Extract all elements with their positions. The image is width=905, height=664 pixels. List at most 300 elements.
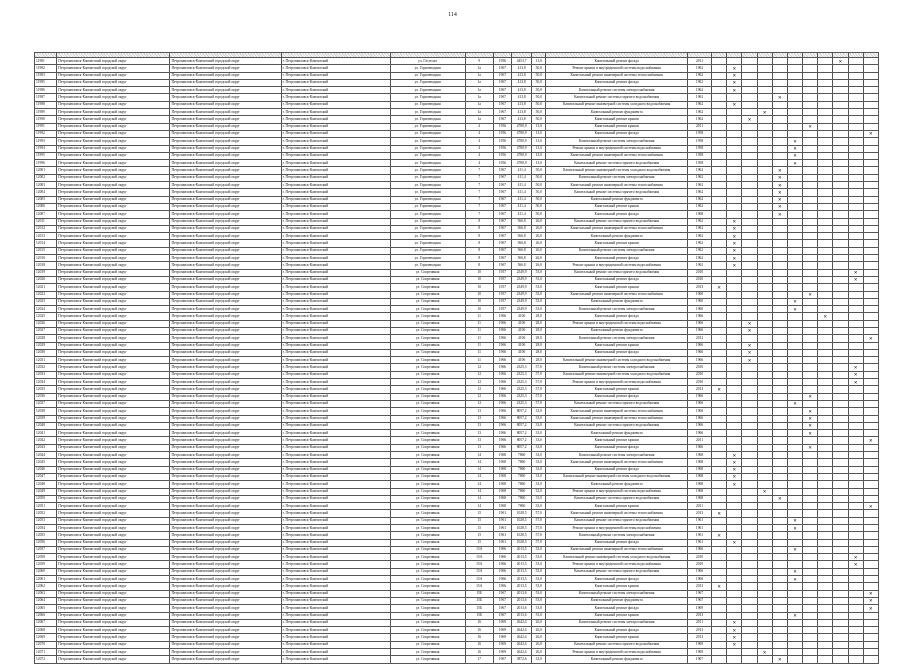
wear-cell: 26,0	[532, 255, 546, 262]
municipality-cell: Петропавловск-Камчатский городской округ	[170, 459, 281, 466]
mark-cell	[803, 539, 818, 546]
settlement-cell: г. Петропавловск-Камчатский	[281, 452, 390, 459]
year-cell: 1967	[493, 79, 511, 86]
mark-cell	[833, 123, 848, 130]
mark-cell	[803, 546, 818, 553]
x-mark-icon: ✕	[727, 218, 742, 225]
mark-cell	[803, 203, 818, 210]
year-cell: 1966	[493, 568, 511, 575]
mark-cell	[818, 225, 833, 232]
row-id: 12056	[35, 539, 57, 546]
settlement-cell: г. Петропавловск-Камчатский	[281, 371, 390, 378]
municipality-cell: Петропавловск-Камчатский городской округ	[57, 364, 170, 371]
area-cell: 566,8	[512, 218, 532, 225]
row-id: 12014	[35, 240, 57, 247]
mark-cell	[863, 174, 878, 181]
x-mark-icon: ✕	[757, 649, 772, 656]
term-cell: 1968	[687, 495, 711, 502]
mark-cell	[863, 167, 878, 174]
area-cell: 7860	[512, 473, 532, 480]
mark-cell	[833, 94, 848, 101]
mark-cell	[712, 335, 727, 342]
street-cell: ул. Спортивная	[390, 415, 465, 422]
work-type-cell: Капитальный ремонт крыши	[546, 240, 688, 247]
mark-cell	[757, 408, 772, 415]
area-cell: 2013,5	[512, 583, 532, 590]
row-id: 12062	[35, 583, 57, 590]
mark-cell	[818, 130, 833, 137]
mark-cell	[772, 525, 787, 532]
settlement-cell: г. Петропавловск-Камчатский	[281, 225, 390, 232]
year-cell: 1967	[493, 72, 511, 79]
street-cell: ул. Горячеводная	[390, 174, 465, 181]
street-cell: ул. Спортивная	[390, 605, 465, 612]
work-type-cell: Капитальный ремонт системы горячего водоснабжения	[546, 218, 688, 225]
mark-cell	[833, 510, 848, 517]
wear-cell: 33,0	[532, 466, 546, 473]
term-cell: 2010	[687, 379, 711, 386]
year-cell: 1967	[493, 225, 511, 232]
mark-cell	[833, 437, 848, 444]
x-mark-icon: ✕	[863, 437, 878, 444]
house-cell: 13	[465, 422, 493, 429]
mark-cell	[712, 422, 727, 429]
municipality-cell: Петропавловск-Камчатский городской округ	[57, 225, 170, 232]
work-type-cell: Ремонт крыши и внутридомовой системы водоснабжения	[546, 525, 688, 532]
house-cell: 15А	[465, 576, 493, 583]
municipality-cell: Петропавловск-Камчатский городской округ	[57, 189, 170, 196]
mark-cell	[712, 546, 727, 553]
mark-cell	[757, 459, 772, 466]
house-cell: 11	[465, 342, 493, 349]
municipality-cell: Петропавловск-Камчатский городской округ	[57, 590, 170, 597]
settlement-cell: г. Петропавловск-Камчатский	[281, 605, 390, 612]
term-cell: 1961	[687, 525, 711, 532]
mark-cell	[712, 58, 727, 65]
mark-cell	[803, 554, 818, 561]
municipality-cell: Петропавловск-Камчатский городской округ	[57, 393, 170, 400]
municipality-cell: Петропавловск-Камчатский городской округ	[170, 415, 281, 422]
municipality-cell: Петропавловск-Камчатский городской округ	[170, 138, 281, 145]
wear-cell: 53,0	[532, 576, 546, 583]
settlement-cell: г. Петропавловск-Камчатский	[281, 649, 390, 656]
street-cell: ул. Спортивная	[390, 517, 465, 524]
house-cell: 1а	[465, 101, 493, 108]
wear-cell: 53,0	[532, 583, 546, 590]
municipality-cell: Петропавловск-Камчатский городской округ	[170, 612, 281, 619]
table-row	[35, 627, 879, 634]
municipality-cell: Петропавловск-Камчатский городской округ	[170, 130, 281, 137]
municipality-cell: Петропавловск-Камчатский городской округ	[57, 503, 170, 510]
municipality-cell: Петропавловск-Камчатский городской округ	[57, 255, 170, 262]
mark-cell	[787, 233, 802, 240]
mark-cell	[818, 408, 833, 415]
house-cell: 1а	[465, 87, 493, 94]
mark-cell	[818, 393, 833, 400]
work-type-cell: Капитальный ремонт системы горячего водоснабжения	[546, 189, 688, 196]
x-mark-icon: ✕	[727, 452, 742, 459]
wear-cell: 50,0	[532, 203, 546, 210]
x-mark-icon: ✕	[803, 422, 818, 429]
mark-cell	[863, 138, 878, 145]
term-cell: 1969	[687, 641, 711, 648]
mark-cell	[727, 554, 742, 561]
mark-cell	[772, 400, 787, 407]
street-cell: ул. Спортивная	[390, 430, 465, 437]
mark-cell	[818, 269, 833, 276]
table-row	[35, 160, 879, 167]
mark-cell	[787, 393, 802, 400]
mark-cell	[727, 605, 742, 612]
mark-cell	[757, 430, 772, 437]
mark-cell	[787, 634, 802, 641]
street-cell: ул. Горячеводная	[390, 211, 465, 218]
mark-cell	[848, 444, 863, 451]
mark-cell	[833, 627, 848, 634]
table-row	[35, 152, 879, 159]
mark-cell	[757, 364, 772, 371]
street-cell: ул. Спортивная	[390, 619, 465, 626]
mark-cell	[772, 138, 787, 145]
area-cell: 2325,3	[512, 364, 532, 371]
settlement-cell: г. Петропавловск-Камчатский	[281, 379, 390, 386]
term-cell: 2013	[687, 612, 711, 619]
mark-cell	[818, 649, 833, 656]
area-cell: 566,8	[512, 225, 532, 232]
mark-cell	[848, 109, 863, 116]
row-id: 12053	[35, 517, 57, 524]
table-row	[35, 101, 879, 108]
work-type-cell: Капитальный ремонт системы электроснабжения	[546, 364, 688, 371]
house-cell: 10	[465, 284, 493, 291]
x-mark-icon: ✕	[772, 94, 787, 101]
table-row	[35, 313, 879, 320]
municipality-cell: Петропавловск-Камчатский городской округ	[57, 400, 170, 407]
mark-cell	[772, 415, 787, 422]
area-cell: 411,4	[512, 167, 532, 174]
table-row	[35, 422, 879, 429]
table-row	[35, 583, 879, 590]
house-cell: 15	[465, 525, 493, 532]
mark-cell	[712, 481, 727, 488]
mark-cell	[772, 269, 787, 276]
wear-cell: 50,0	[532, 182, 546, 189]
area-cell: 2325,3	[512, 393, 532, 400]
work-type-cell: Капитальный ремонт системы электроснабжения	[546, 306, 688, 313]
year-cell: 1967	[493, 196, 511, 203]
work-type-cell: Капитальный ремонт крыши	[546, 342, 688, 349]
x-mark-icon: ✕	[848, 364, 863, 371]
x-mark-icon: ✕	[787, 525, 802, 532]
municipality-cell: Петропавловск-Камчатский городской округ	[170, 510, 281, 517]
settlement-cell: г. Петропавловск-Камчатский	[281, 298, 390, 305]
term-cell: 1966	[687, 357, 711, 364]
mark-cell	[848, 233, 863, 240]
mark-cell	[712, 605, 727, 612]
municipality-cell: Петропавловск-Камчатский городской округ	[170, 576, 281, 583]
x-mark-icon: ✕	[727, 65, 742, 72]
house-cell: 8	[465, 240, 493, 247]
mark-cell	[727, 612, 742, 619]
area-cell: 1028,5	[512, 525, 532, 532]
settlement-cell: г. Петропавловск-Камчатский	[281, 393, 390, 400]
mark-cell	[757, 386, 772, 393]
mark-cell	[742, 656, 757, 663]
term-cell: 1960	[687, 291, 711, 298]
table-row	[35, 269, 879, 276]
work-type-cell: Капитальный ремонт системы горячего водоснабжения	[546, 400, 688, 407]
table-row	[35, 364, 879, 371]
mark-cell	[727, 532, 742, 539]
mark-cell	[787, 656, 802, 663]
house-cell: 11	[465, 357, 493, 364]
row-id: 12070	[35, 641, 57, 648]
mark-cell	[712, 79, 727, 86]
work-type-cell: Капитальный ремонт крыши	[546, 203, 688, 210]
wear-cell: 57,0	[532, 386, 546, 393]
table-row	[35, 444, 879, 451]
wear-cell: 57,0	[532, 532, 546, 539]
term-cell: 1966	[687, 349, 711, 356]
mark-cell	[818, 641, 833, 648]
mark-cell	[863, 269, 878, 276]
mark-cell	[727, 656, 742, 663]
mark-cell	[727, 393, 742, 400]
mark-cell	[742, 196, 757, 203]
term-cell: 1962	[687, 233, 711, 240]
mark-cell	[833, 488, 848, 495]
mark-cell	[772, 357, 787, 364]
mark-cell	[712, 262, 727, 269]
mark-cell	[757, 145, 772, 152]
mark-cell	[787, 415, 802, 422]
mark-cell	[848, 72, 863, 79]
settlement-cell: г. Петропавловск-Камчатский	[281, 612, 390, 619]
house-cell: 13	[465, 437, 493, 444]
mark-cell	[742, 612, 757, 619]
mark-cell	[712, 554, 727, 561]
municipality-cell: Петропавловск-Камчатский городской округ	[170, 473, 281, 480]
work-type-cell: Капитальный ремонт системы горячего водоснабжения	[546, 94, 688, 101]
row-id: 12050	[35, 495, 57, 502]
mark-cell	[863, 211, 878, 218]
mark-cell	[803, 481, 818, 488]
area-cell: 1028,5	[512, 517, 532, 524]
table-row	[35, 306, 879, 313]
mark-cell	[712, 65, 727, 72]
mark-cell	[787, 101, 802, 108]
mark-cell	[712, 612, 727, 619]
mark-cell	[772, 218, 787, 225]
mark-cell	[787, 327, 802, 334]
wear-cell: 28,0	[532, 320, 546, 327]
mark-cell	[727, 174, 742, 181]
mark-cell	[803, 459, 818, 466]
municipality-cell: Петропавловск-Камчатский городской округ	[170, 444, 281, 451]
wear-cell: 26,0	[532, 233, 546, 240]
mark-cell	[863, 400, 878, 407]
term-cell: 1968	[687, 211, 711, 218]
municipality-cell: Петропавловск-Камчатский городской округ	[170, 79, 281, 86]
mark-cell	[787, 276, 802, 283]
mark-cell	[818, 65, 833, 72]
mark-cell	[833, 276, 848, 283]
house-cell: 15Б	[465, 612, 493, 619]
work-type-cell: Капитальный ремонт фасада	[546, 605, 688, 612]
settlement-cell: г. Петропавловск-Камчатский	[281, 320, 390, 327]
table-row	[35, 130, 879, 137]
mark-cell	[863, 568, 878, 575]
year-cell: 1956	[493, 145, 511, 152]
x-mark-icon: ✕	[742, 342, 757, 349]
area-cell: 2349,9	[512, 269, 532, 276]
mark-cell	[712, 101, 727, 108]
mark-cell	[727, 167, 742, 174]
municipality-cell: Петропавловск-Камчатский городской округ	[170, 240, 281, 247]
year-cell: 1967	[493, 262, 511, 269]
x-mark-icon: ✕	[772, 167, 787, 174]
year-cell: 1969	[493, 627, 511, 634]
term-cell: 1962	[687, 240, 711, 247]
term-cell: 1962	[687, 174, 711, 181]
mark-cell	[772, 634, 787, 641]
municipality-cell: Петропавловск-Камчатский городской округ	[170, 218, 281, 225]
municipality-cell: Петропавловск-Камчатский городской округ	[170, 583, 281, 590]
mark-cell	[712, 597, 727, 604]
mark-cell	[757, 79, 772, 86]
mark-cell	[803, 94, 818, 101]
mark-cell	[742, 58, 757, 65]
municipality-cell: Петропавловск-Камчатский городской округ	[170, 656, 281, 663]
mark-cell	[727, 649, 742, 656]
mark-cell	[742, 306, 757, 313]
mark-cell	[727, 546, 742, 553]
x-mark-icon: ✕	[757, 488, 772, 495]
mark-cell	[848, 590, 863, 597]
mark-cell	[833, 422, 848, 429]
municipality-cell: Петропавловск-Камчатский городской округ	[170, 182, 281, 189]
mark-cell	[833, 473, 848, 480]
work-type-cell: Капитальный ремонт фасада	[546, 58, 688, 65]
municipality-cell: Петропавловск-Камчатский городской округ	[57, 233, 170, 240]
settlement-cell: г. Петропавловск-Камчатский	[281, 284, 390, 291]
mark-cell	[712, 211, 727, 218]
year-cell: 1966	[493, 357, 511, 364]
mark-cell	[818, 466, 833, 473]
table-row	[35, 437, 879, 444]
house-cell: 14	[465, 452, 493, 459]
wear-cell: 28,0	[532, 342, 546, 349]
year-cell: 1967	[493, 255, 511, 262]
mark-cell	[712, 276, 727, 283]
year-cell: 1966	[493, 408, 511, 415]
table-row	[35, 203, 879, 210]
x-mark-icon: ✕	[727, 459, 742, 466]
municipality-cell: Петропавловск-Камчатский городской округ	[57, 320, 170, 327]
house-cell: 12	[465, 371, 493, 378]
mark-cell	[803, 116, 818, 123]
mark-cell	[848, 342, 863, 349]
mark-cell	[742, 364, 757, 371]
row-id: 11981	[35, 58, 57, 65]
wear-cell: 53,0	[532, 605, 546, 612]
wear-cell: 26,0	[532, 634, 546, 641]
wear-cell: 13,0	[532, 58, 546, 65]
table-row	[35, 109, 879, 116]
municipality-cell: Петропавловск-Камчатский городской округ	[57, 408, 170, 415]
settlement-cell: г. Петропавловск-Камчатский	[281, 72, 390, 79]
row-id: 11982	[35, 65, 57, 72]
row-id: 12064	[35, 597, 57, 604]
mark-cell	[712, 203, 727, 210]
year-cell: 1957	[493, 284, 511, 291]
term-cell: 1962	[687, 262, 711, 269]
mark-cell	[863, 393, 878, 400]
mark-cell	[848, 510, 863, 517]
mark-cell	[818, 422, 833, 429]
mark-cell	[863, 218, 878, 225]
area-cell: 2349,9	[512, 306, 532, 313]
year-cell: 1967	[493, 247, 511, 254]
mark-cell	[818, 656, 833, 663]
mark-cell	[833, 357, 848, 364]
mark-cell	[818, 539, 833, 546]
year-cell: 1961	[493, 525, 511, 532]
settlement-cell: г. Петропавловск-Камчатский	[281, 481, 390, 488]
mark-cell	[712, 357, 727, 364]
house-cell: 4	[465, 145, 493, 152]
street-cell: ул. Спортивная	[390, 306, 465, 313]
mark-cell	[848, 123, 863, 130]
table-row	[35, 167, 879, 174]
street-cell: ул. Горячеводная	[390, 87, 465, 94]
mark-cell	[727, 109, 742, 116]
mark-cell	[848, 539, 863, 546]
mark-cell	[742, 138, 757, 145]
work-type-cell: Капитальный ремонт фасада	[546, 79, 688, 86]
mark-cell	[712, 247, 727, 254]
house-cell: 9	[465, 58, 493, 65]
area-cell: 2013,5	[512, 561, 532, 568]
street-cell: ул. Горячеводная	[390, 65, 465, 72]
table-row	[35, 255, 879, 262]
settlement-cell: г. Петропавловск-Камчатский	[281, 495, 390, 502]
house-cell: 12	[465, 379, 493, 386]
table-row	[35, 641, 879, 648]
row-id: 12018	[35, 262, 57, 269]
mark-cell	[727, 597, 742, 604]
table-row	[35, 247, 879, 254]
street-cell: ул. Спортивная	[390, 452, 465, 459]
year-cell: 1957	[493, 306, 511, 313]
year-cell: 1968	[493, 473, 511, 480]
mark-cell	[742, 393, 757, 400]
mark-cell	[833, 182, 848, 189]
municipality-cell: Петропавловск-Камчатский городской округ	[57, 357, 170, 364]
wear-cell: 50,0	[532, 167, 546, 174]
mark-cell	[787, 196, 802, 203]
mark-cell	[757, 437, 772, 444]
term-cell: 1962	[687, 218, 711, 225]
term-cell: 1966	[687, 400, 711, 407]
row-id: 12059	[35, 561, 57, 568]
street-cell: ул. Горячеводная	[390, 203, 465, 210]
mark-cell	[803, 174, 818, 181]
mark-cell	[818, 233, 833, 240]
mark-cell	[757, 597, 772, 604]
settlement-cell: г. Петропавловск-Камчатский	[281, 109, 390, 116]
street-cell: ул. Спортивная	[390, 269, 465, 276]
